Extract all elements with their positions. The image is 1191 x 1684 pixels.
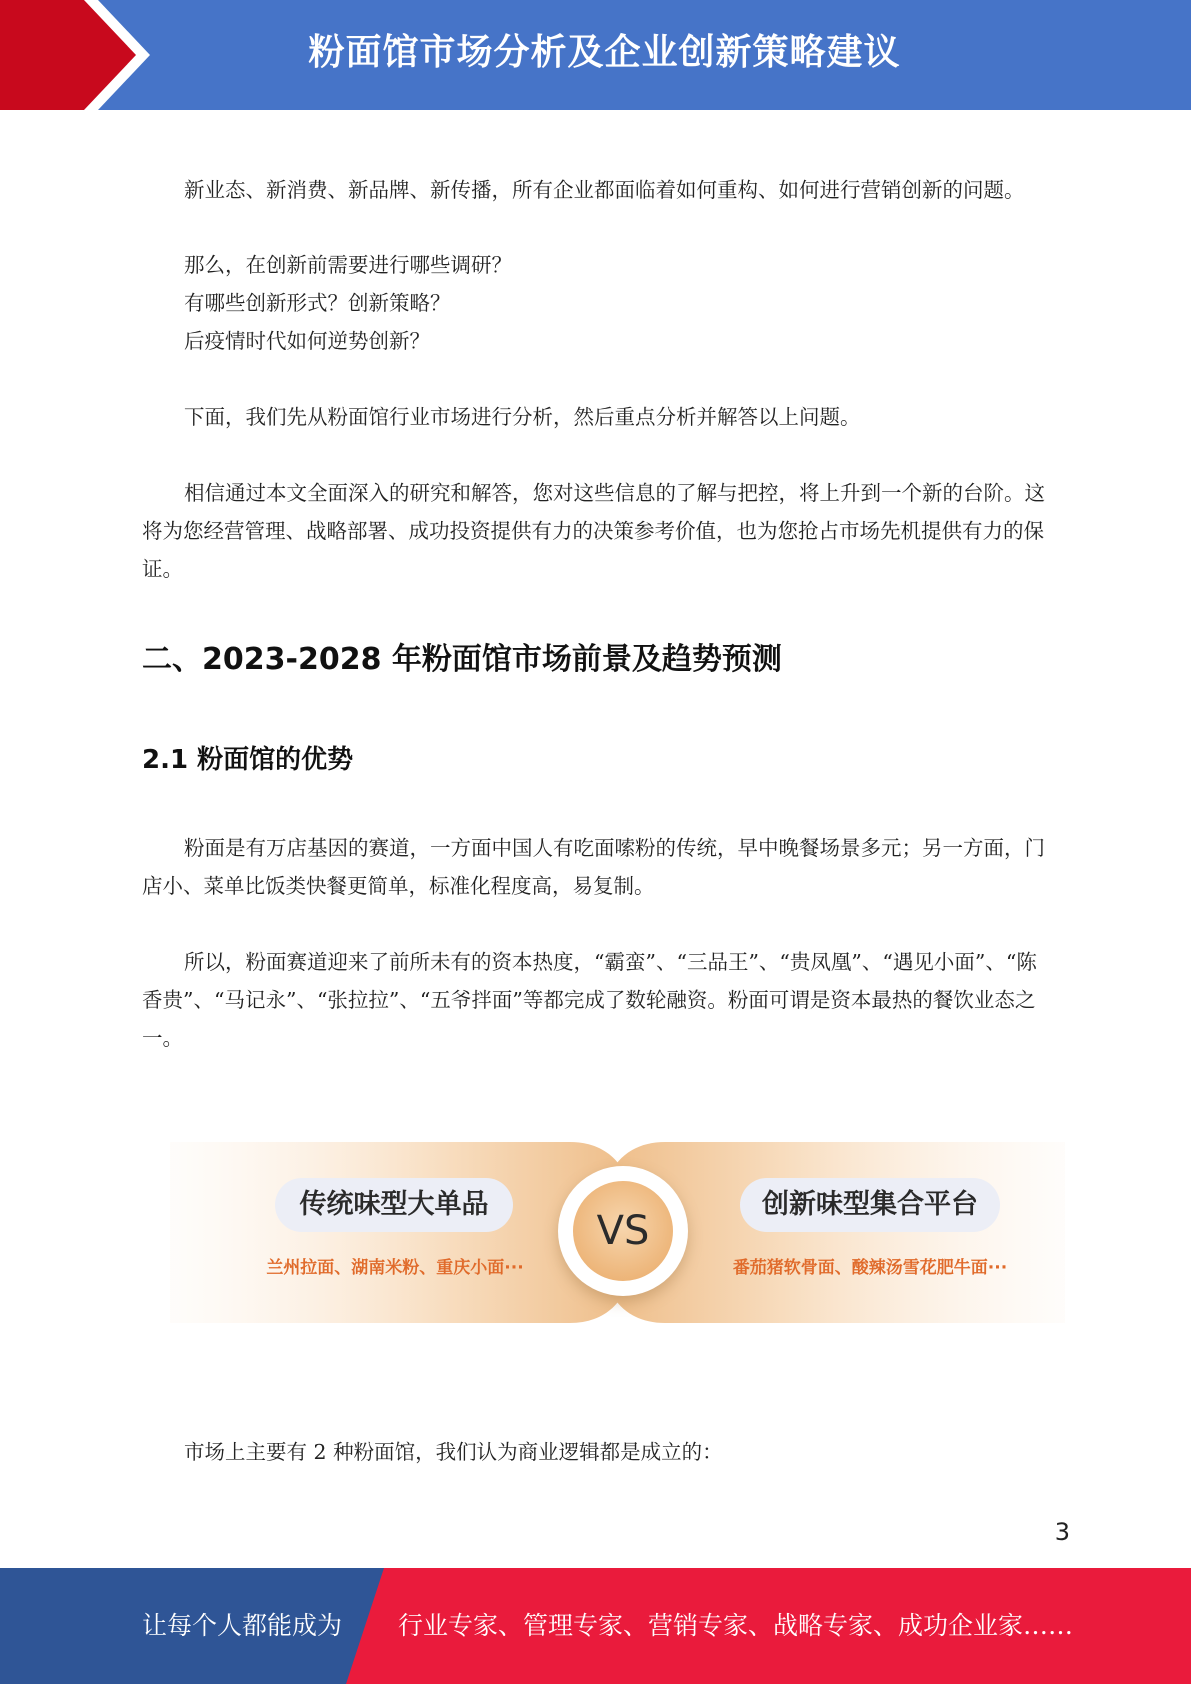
intro-paragraph-2: 下面，我们先从粉面馆行业市场进行分析，然后重点分析并解答以上问题。 [184,405,861,429]
section-heading: 二、2023-2028 年粉面馆市场前景及趋势预测 [142,642,782,677]
page-number: 3 [1054,1518,1070,1546]
footer-banner [0,1568,1191,1684]
footer-slogan-left: 让每个人都能成为 [142,1611,343,1640]
footer-slogan-right: 行业专家、管理专家、营销专家、战略专家、成功企业家…… [398,1611,1074,1640]
subsection-heading: 2.1 粉面馆的优势 [142,745,354,775]
vs-badge [558,1166,688,1296]
innovative-flavor-examples: 番茄猪软骨面、酸辣汤雪花肥牛面··· [732,1258,1008,1278]
vs-label: VS [570,1178,676,1284]
intro-question-1: 那么，在创新前需要进行哪些调研？ [184,253,512,277]
market-types-paragraph: 市场上主要有 2 种粉面馆，我们认为商业逻辑都是成立的： [184,1440,723,1464]
capital-paragraph: 所以，粉面赛道迎来了前所未有的资本热度，“霸蛮”、“三品王”、“贵凤凰”、“遇见小面”、“陈香贵”、“马记永”、“张拉拉”、“五爷拌面”等都完成了数轮融资。粉面可谓是资本最热的餐饮业态之一。 [142,950,1037,1050]
intro-question-3: 后疫情时代如何逆势创新？ [184,329,430,353]
intro-paragraph-3: 相信通过本文全面深入的研究和解答，您对这些信息的了解与把控，将上升到一个新的台阶。这将为您经营管理、战略部署、成功投资提供有力的决策参考价值，也为您抢占市场先机提供有力的保证。 [142,481,1045,581]
traditional-flavor-examples: 兰州拉面、湖南米粉、重庆小面··· [266,1258,524,1278]
comparison-graphic [170,1140,1065,1325]
header-banner [0,0,1191,110]
traditional-flavor-pill: 传统味型大单品 [275,1178,513,1232]
innovative-flavor-pill: 创新味型集合平台 [740,1178,1000,1232]
advantage-paragraph: 粉面是有万店基因的赛道，一方面中国人有吃面嗦粉的传统，早中晚餐场景多元；另一方面，门店小、菜单比饭类快餐更简单，标准化程度高，易复制。 [142,836,1045,898]
intro-question-2: 有哪些创新形式？创新策略？ [184,291,451,315]
intro-paragraph: 新业态、新消费、新品牌、新传播，所有企业都面临着如何重构、如何进行营销创新的问题。 [184,178,1025,202]
document-title: 粉面馆市场分析及企业创新策略建议 [308,32,901,73]
